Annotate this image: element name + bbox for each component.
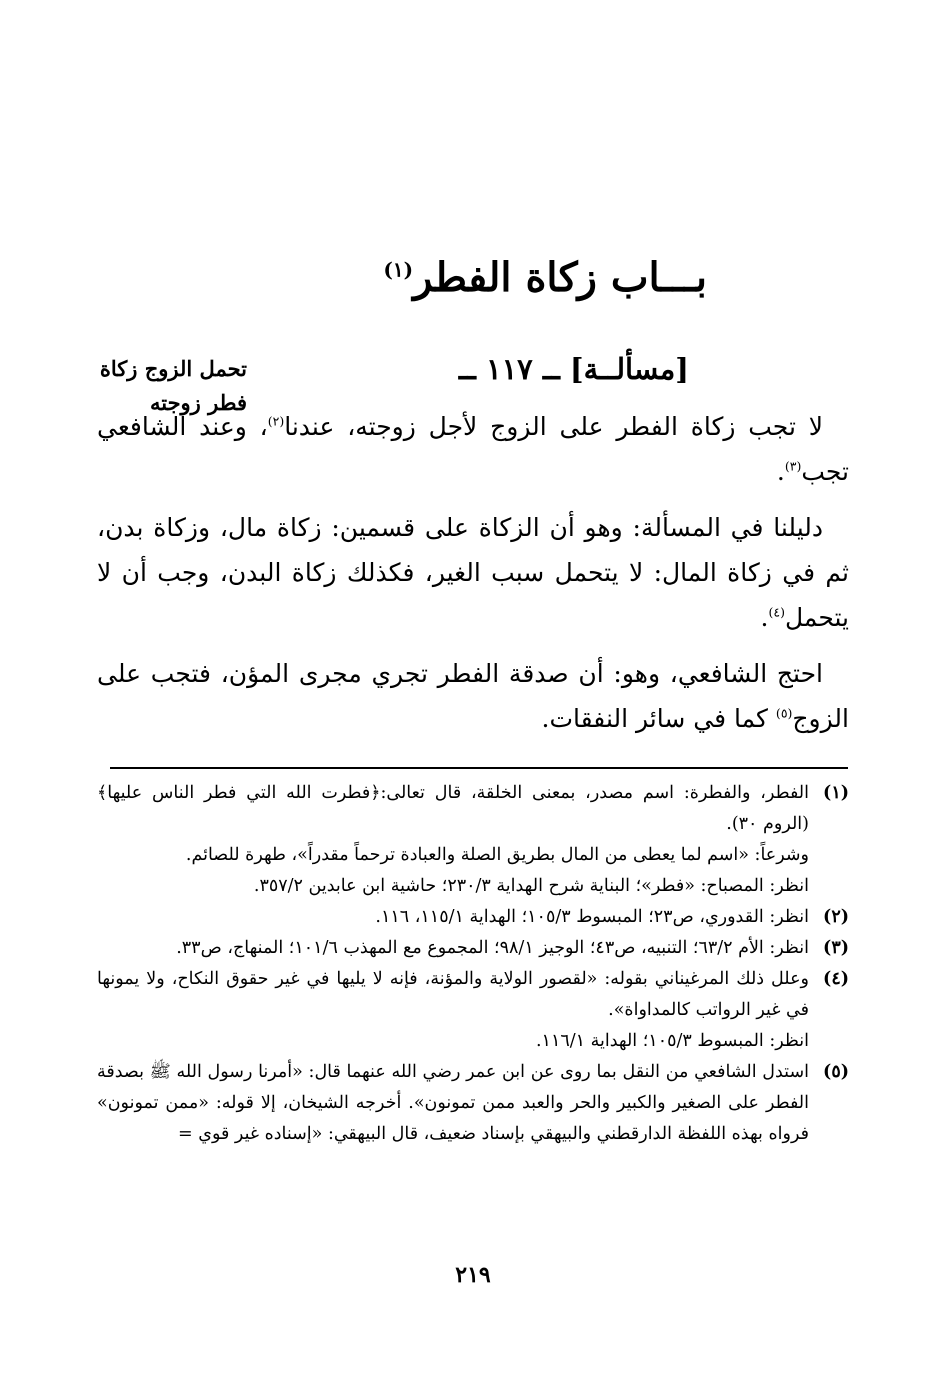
footnote-number: (٥) <box>823 1062 849 1082</box>
footnote <box>97 964 849 1057</box>
footnote-number: (٣) <box>823 938 849 958</box>
footnote-body <box>97 1057 809 1150</box>
footnote <box>97 1057 849 1150</box>
footnote-body <box>97 964 809 1057</box>
footnote-ref: (٤) <box>768 604 785 620</box>
footnote <box>97 933 849 964</box>
paragraph-text: احتج الشافعي، وهو: أن صدقة الفطر تجري مجرى المؤن، فتجب على الزوج <box>97 659 849 733</box>
footnote-ref: (٥) <box>775 705 793 721</box>
issue-heading: [مسألــة] ــ ١١٧ ــ <box>458 352 689 386</box>
paragraph-text: كما في سائر النفقات. <box>541 704 776 733</box>
footnote-body <box>97 778 809 902</box>
footnote-line: انظر: المصباح: «فطر»؛ البناية شرح الهداية ٢٣٠/٣؛ حاشية ابن عابدين ٣٥٧/٢. <box>253 876 809 896</box>
chapter-title <box>227 248 707 308</box>
footnote <box>97 902 849 933</box>
footnote-ref: (٣) <box>784 458 802 474</box>
footnote-body <box>97 933 809 964</box>
footnote-ref: (٢) <box>267 413 285 429</box>
footnote-line: وعلل ذلك المرغيناني بقوله: «لقصور الولاية والمؤنة، فإنه لا يليها في غير حقوق النكاح، ولا يمونها في غير الرواتب كالمداواة». <box>97 969 809 1020</box>
footnote-line: انظر: المبسوط ١٠٥/٣؛ الهداية ١١٦/١. <box>535 1031 809 1051</box>
footnote-line: الفطر، والفطرة: اسم مصدر، بمعنى الخلقة، قال تعالى:﴿فطرت الله التي فطر الناس عليها﴾ (الروم ٣٠). <box>97 783 809 834</box>
paragraph-text: لا تجب زكاة الفطر على الزوج لأجل زوجته، عندنا <box>284 412 823 441</box>
paragraph-text: . <box>760 603 769 632</box>
footnotes-section <box>97 778 849 1150</box>
footnote-line: استدل الشافعي من النقل بما روى عن ابن عمر رضي الله عنهما قال: «أمرنا رسول الله ﷺ بصدقة الفطر على الصغير والكبير والحر والعبد ممن تمونون». أخرجه الشيخان، إلا قوله: «ممن تمونون» فرواه بهذه اللفظة الدارقطني والبيهقي بإسناد ضعيف، قال البيهقي: «إسناده غير قوي = <box>97 1062 809 1144</box>
chapter-title-text: بـــاب زكاة الفطر <box>413 254 707 301</box>
body-paragraph <box>97 404 849 494</box>
footnote-line: انظر: القدوري، ص٢٣؛ المبسوط ١٠٥/٣؛ الهداية ١١٥/١، ١١٦. <box>375 907 809 927</box>
paragraph-text: ، وعند الشافعي تجب <box>97 412 849 486</box>
footnote-divider <box>110 767 848 769</box>
footnote-number: (٤) <box>823 969 849 989</box>
main-text <box>97 404 849 752</box>
footnote-number: (٢) <box>823 907 849 927</box>
paragraph-text: دليلنا في المسألة: وهو أن الزكاة على قسمين: زكاة مال، وزكاة بدن، ثم في زكاة المال: لا يتحمل سبب الغير، فكذلك زكاة البدن، وجب أن لا يتحمل <box>97 513 849 632</box>
page-number: ٢١٩ <box>455 1262 491 1288</box>
body-paragraph <box>97 651 849 741</box>
margin-note-line: فطر زوجته <box>149 390 247 415</box>
paragraph-text: . <box>776 457 785 486</box>
footnote <box>97 778 849 902</box>
footnote-line: انظر: الأم ٦٣/٢؛ التنبيه، ص٤٣؛ الوجيز ٩٨/١؛ المجموع مع المهذب ١٠١/٦؛ المنهاج، ص٣٣. <box>176 938 809 958</box>
footnote-line: وشرعاً: «اسم لما يعطى من المال بطريق الصلة والعبادة ترحماً مقدراً»، طهرة للصائم. <box>185 845 809 865</box>
chapter-title-footnote-ref: (١) <box>383 257 414 282</box>
body-paragraph <box>97 505 849 640</box>
margin-note-line: تحمل الزوج زكاة <box>99 356 247 381</box>
footnote-body <box>97 902 809 933</box>
footnote-number: (١) <box>823 783 849 803</box>
